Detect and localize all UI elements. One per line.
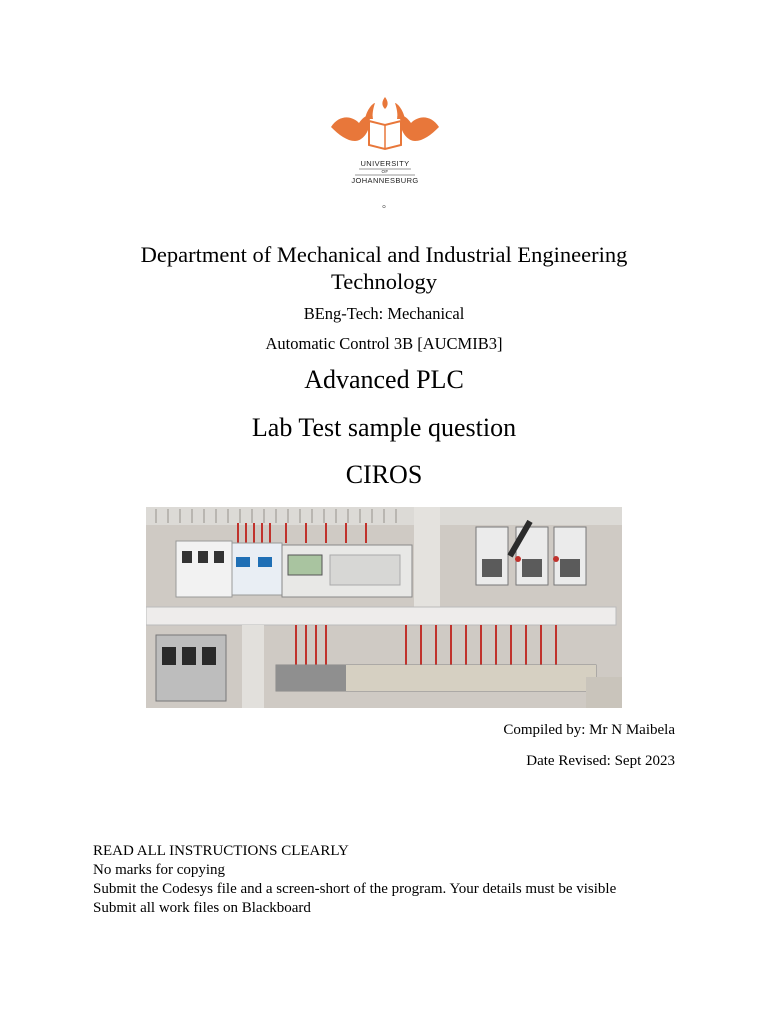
plc-panel-photo: [146, 507, 622, 708]
plc-control-panel-icon: [146, 507, 622, 708]
date-revised: Date Revised: Sept 2023: [526, 753, 675, 769]
program-name: BEng-Tech: Mechanical: [303, 304, 465, 323]
university-of-johannesburg-logo-icon: [325, 95, 445, 187]
compiled-by: Compiled by: Mr N Maibela: [503, 722, 675, 738]
logo-line2: OF: [381, 169, 389, 174]
document-title: Advanced PLC: [304, 365, 464, 394]
department-heading: Department of Mechanical and Industrial Engineering Technology: [140, 242, 628, 294]
instruction-line: No marks for copying: [93, 862, 226, 878]
instruction-line: Submit the Codesys file and a screen-short of the program. Your details must be visible: [93, 881, 617, 897]
document-subtitle: Lab Test sample question: [251, 413, 517, 442]
university-logo: [325, 95, 445, 187]
instructions-block: [93, 842, 616, 918]
logo-line3: JOHANNESBURG: [351, 176, 419, 185]
document-topic: CIROS: [345, 460, 423, 489]
instruction-line: READ ALL INSTRUCTIONS CLEARLY: [93, 843, 349, 859]
separator-mark: °: [382, 204, 386, 215]
instruction-line: Submit all work files on Blackboard: [93, 900, 311, 916]
course-name: Automatic Control 3B [AUCMIB3]: [265, 334, 503, 353]
logo-line1: UNIVERSITY: [360, 159, 410, 168]
